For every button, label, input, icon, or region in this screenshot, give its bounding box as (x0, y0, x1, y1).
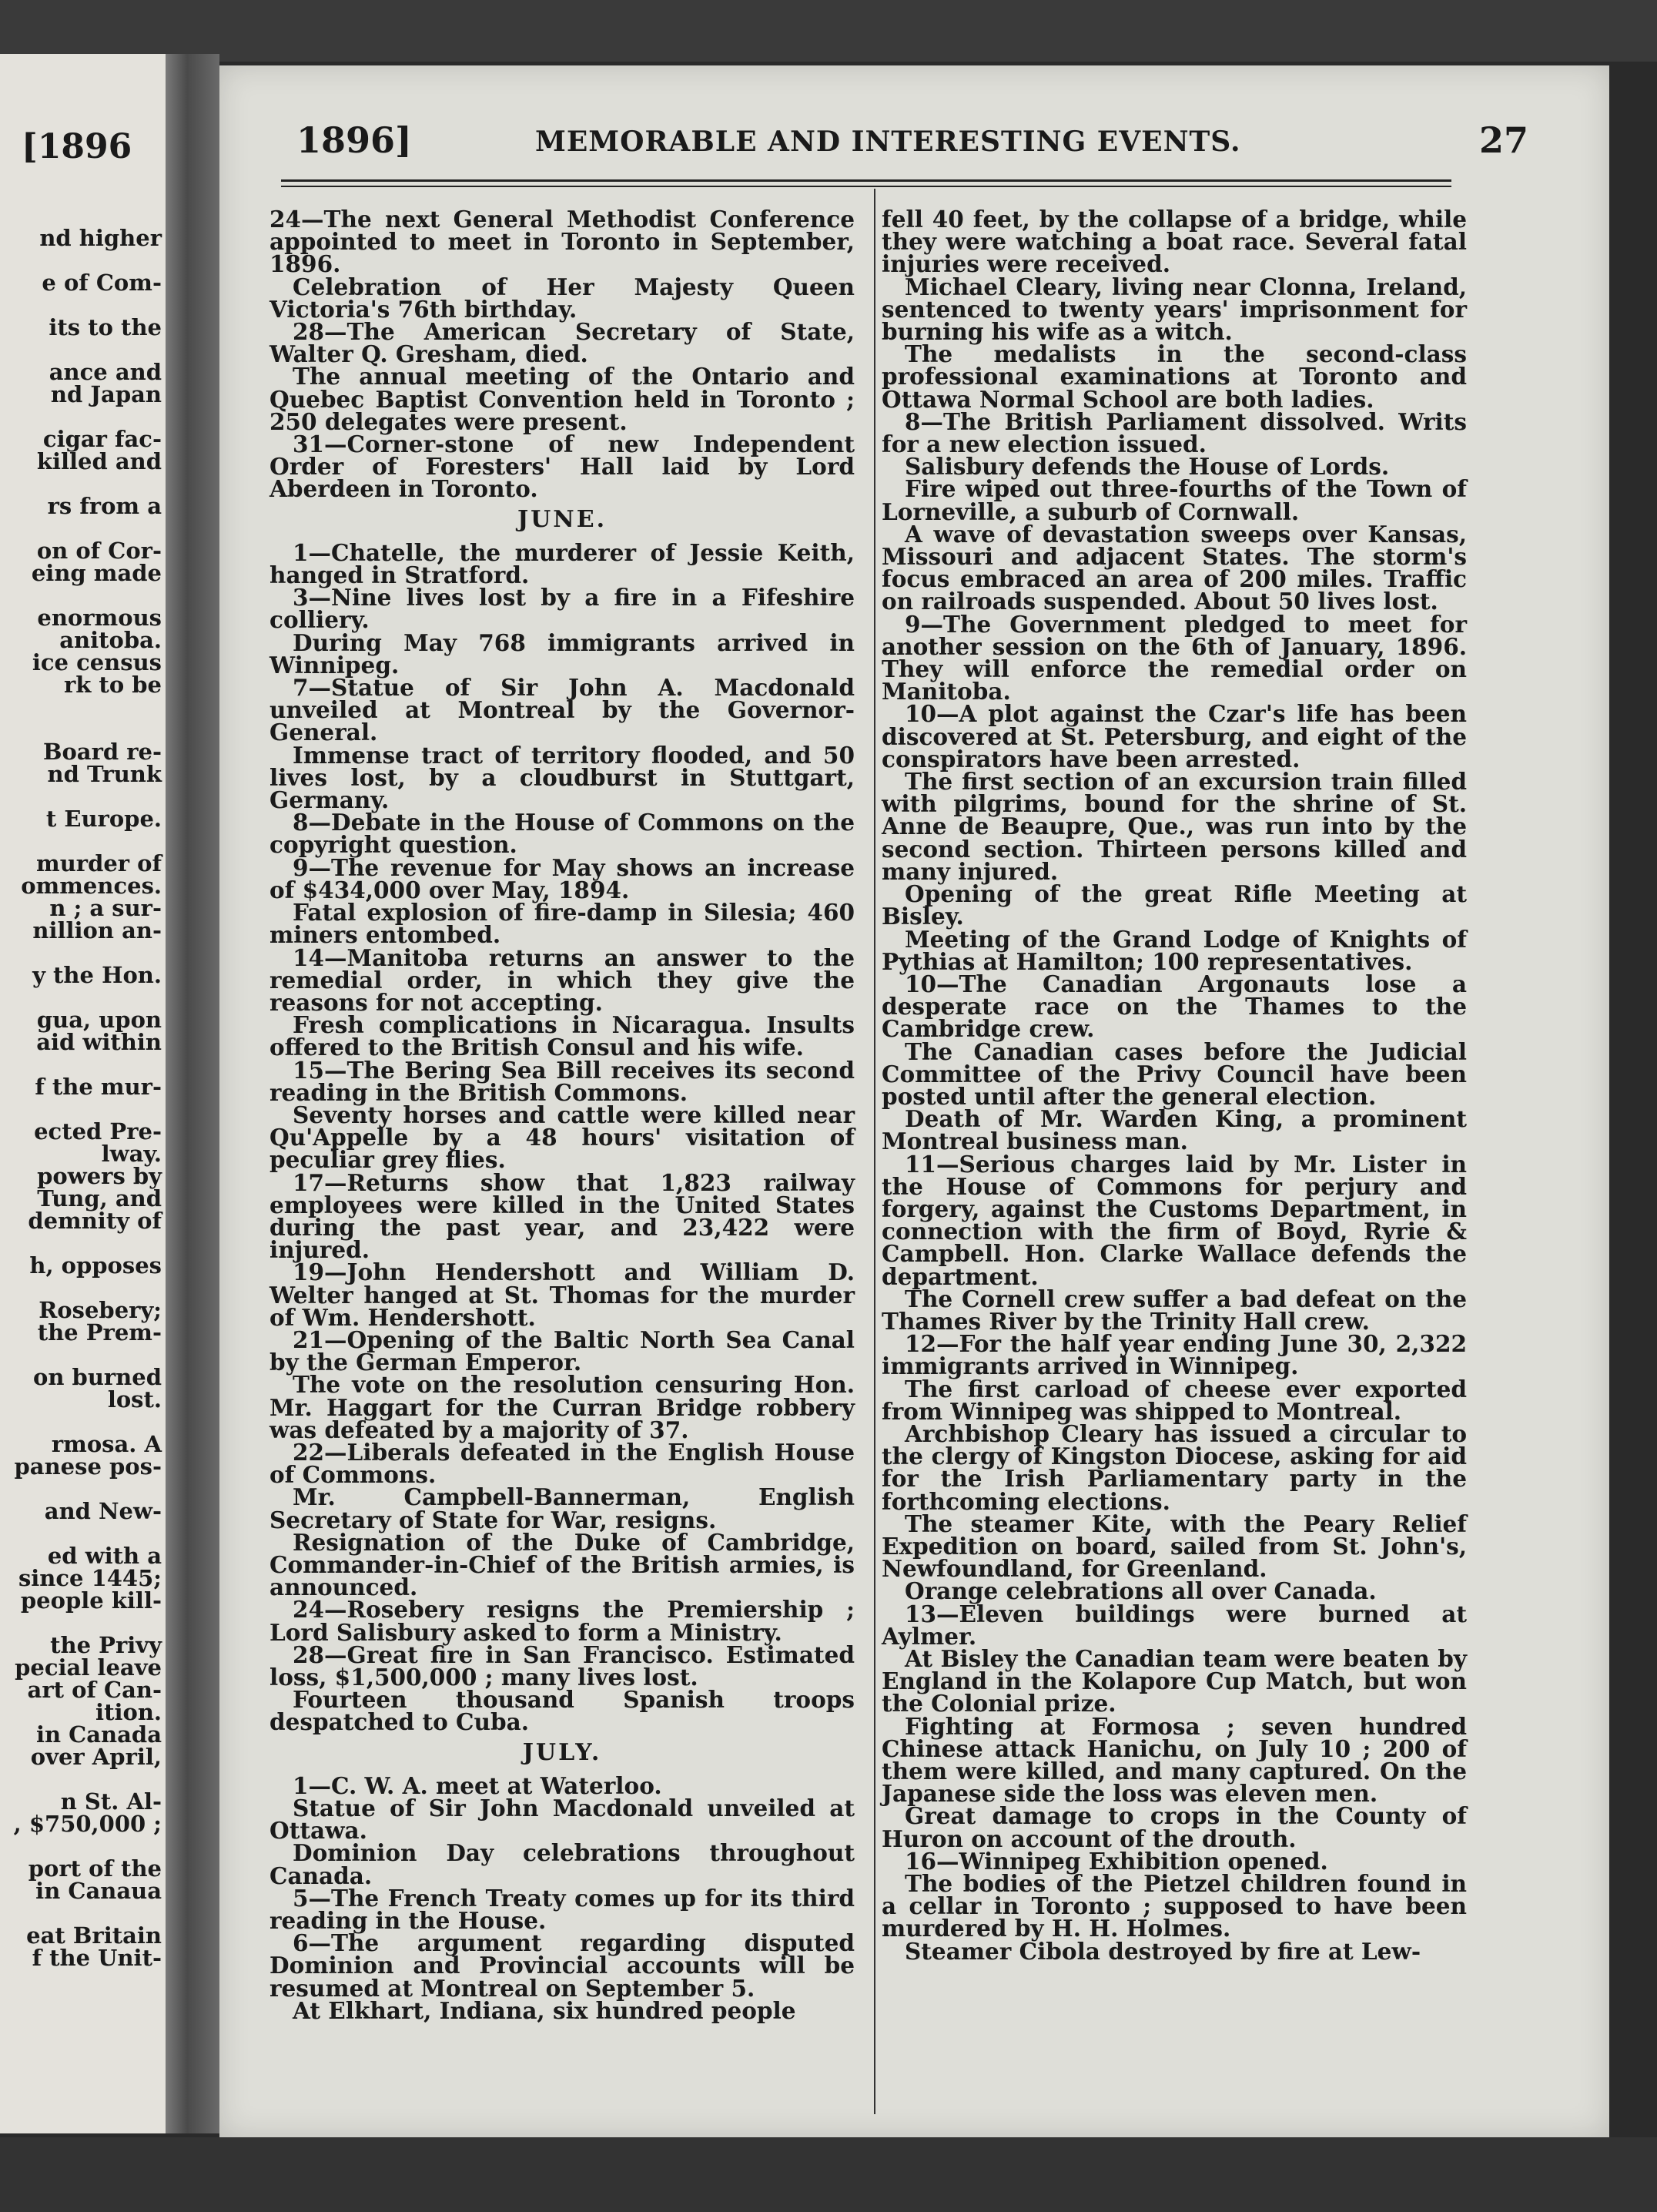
facing-page-line: Board re- (42, 739, 162, 765)
facing-page-line (0, 1523, 162, 1545)
facing-page-line (0, 1768, 162, 1791)
facing-page-line (0, 1098, 162, 1121)
facing-page-line (0, 294, 162, 317)
page-number: 27 (1478, 119, 1528, 161)
facing-page-line: n St. Al- (60, 1788, 162, 1815)
event-entry: Archbishop Cleary has issued a circular to the clergy of Kingston Diocese, asking for aid for the Irish Parliamentary party in the forthcoming elections. (882, 1419, 1467, 1515)
facing-page-line (0, 518, 162, 540)
event-entry: 9—The Government pledged to meet for another session on the 6th of January, 1896. They will enforce the remedial order on Manitoba. (882, 610, 1467, 705)
facing-page-line: nd higher (39, 225, 162, 251)
event-entry: Resignation of the Duke of Cambridge, Commander-in-Chief of the British armies, is announced. (269, 1528, 855, 1601)
facing-page-line: f the mur- (35, 1074, 162, 1100)
event-entry: Death of Mr. Warden King, a prominent Montreal business man. (882, 1105, 1467, 1155)
facing-page-line: nd Japan (50, 381, 162, 407)
event-entry: The vote on the resolution censuring Hon. Mr. Haggart for the Curran Bridge robbery was defeated by a majority of 37. (269, 1371, 855, 1443)
event-entry: The first section of an excursion train filled with pilgrims, bound for the shrine of St. Anne de Beaupre, Que., was run into by the second section. Thirteen persons killed and many injured. (882, 768, 1467, 885)
event-entry: 31—Corner-stone of new Independent Order of Foresters' Hall laid by Lord Aberdeen in Toronto. (269, 431, 855, 503)
event-entry: 12—For the half year ending June 30, 2,322 immigrants arrived in Winnipeg. (882, 1330, 1467, 1380)
facing-page-line: over April, (30, 1744, 162, 1770)
event-entry: Dominion Day celebrations throughout Canada. (269, 1839, 855, 1889)
facing-page-line: y the Hon. (32, 962, 162, 988)
event-entry: 1—Chatelle, the murderer of Jessie Keith, hanged in Stratford. (269, 538, 855, 589)
event-entry: Mr. Campbell-Bannerman, English Secretary of State for War, resigns. (269, 1483, 855, 1533)
facing-page-line: t Europe. (45, 806, 162, 832)
facing-page-line: in Canaua (35, 1878, 162, 1904)
event-entry: 15—The Bering Sea Bill receives its second reading in the British Commons. (269, 1056, 855, 1106)
facing-page-line: rk to be (63, 672, 162, 698)
facing-page-line: demnity of (28, 1208, 162, 1234)
event-entry: Opening of the great Rifle Meeting at Bisley. (882, 880, 1467, 930)
facing-page-line: the Prem- (37, 1319, 162, 1346)
header-rule-bottom (281, 186, 1451, 187)
event-entry: 16—Winnipeg Exhibition opened. (905, 1847, 1328, 1875)
facing-page-line: h, opposes (29, 1252, 162, 1279)
event-entry: 19—John Hendershott and William D. Welter hanged at St. Thomas for the murder of Wm. Hendershott. (269, 1258, 855, 1331)
facing-page-line (0, 406, 162, 428)
facing-page-line: rs from a (47, 493, 162, 519)
facing-page-line: eing made (31, 560, 162, 586)
event-entry: The bodies of the Pietzel children found in a cellar in Toronto ; supposed to have been murdered by H. H. Holmes. (882, 1870, 1467, 1942)
facing-page-line (0, 1232, 162, 1255)
facing-page-line (0, 987, 162, 1009)
event-entry: Fresh complications in Nicaragua. Insults offered to the British Consul and his wife. (269, 1011, 855, 1061)
facing-page-line: gua, upon (36, 1007, 162, 1033)
running-header (296, 119, 1528, 173)
facing-page-line: nd Trunk (47, 761, 162, 787)
facing-page-line: port of the (28, 1855, 162, 1882)
facing-page-line: on of Cor- (36, 538, 162, 564)
facing-page-line: ommences. (21, 873, 162, 899)
event-entry: 24—Rosebery resigns the Premiership ; Lord Salisbury asked to form a Ministry. (269, 1596, 855, 1646)
facing-page-line (0, 250, 162, 272)
event-entry: fell 40 feet, by the collapse of a bridge, while they were watching a boat race. Several fatal injuries were received. (882, 206, 1467, 278)
right-column (882, 206, 1467, 1965)
facing-page-line (0, 1612, 162, 1634)
facing-page-line (0, 1277, 162, 1299)
facing-page-line: ected Pre- (34, 1118, 162, 1145)
column-divider (874, 189, 875, 2114)
facing-page-line (0, 942, 162, 964)
facing-page-line (0, 1478, 162, 1500)
facing-page-line: on burned (33, 1364, 162, 1390)
event-entry: 8—Debate in the House of Commons on the copyright question. (269, 809, 855, 859)
event-entry: Seventy horses and cattle were killed near Qu'Appelle by a 48 hours' visitation of peculiar grey flies. (269, 1101, 855, 1174)
facing-page-line: in Canada (35, 1721, 162, 1748)
event-entry: At Bisley the Canadian team were beaten by England in the Kolapore Cup Match, but won the Colonial prize. (882, 1645, 1467, 1718)
event-entry: 3—Nine lives lost by a fire in a Fifeshire colliery. (269, 584, 855, 634)
facing-page-text (0, 227, 162, 1969)
facing-page-line (0, 585, 162, 607)
facing-page-line: killed and (36, 448, 162, 474)
facing-page-line: panese pos- (14, 1453, 162, 1480)
facing-page-line: powers by (37, 1163, 162, 1189)
facing-page-line: cigar fac- (42, 426, 162, 452)
event-entry: 17—Returns show that 1,823 railway employees were killed in the United States during the past year, and 23,422 were injured. (269, 1168, 855, 1264)
event-entry: Celebration of Her Majesty Queen Victoria's 76th birthday. (269, 273, 855, 323)
facing-page-line: enormous (37, 605, 162, 631)
event-entry: 7—Statue of Sir John A. Macdonald unveiled at Montreal by the Governor-General. (269, 674, 855, 746)
event-entry: Orange celebrations all over Canada. (905, 1577, 1377, 1605)
event-entry: 28—Great fire in San Francisco. Estimated loss, $1,500,000 ; many lives lost. (269, 1641, 855, 1691)
event-entry: 9—The revenue for May shows an increase of $434,000 over May, 1894. (269, 853, 855, 903)
event-entry: 22—Liberals defeated in the English House of Commons. (269, 1438, 855, 1489)
facing-page-line (0, 830, 162, 853)
event-entry: 8—The British Parliament dissolved. Writs for a new election issued. (882, 407, 1467, 458)
facing-page-year: [1896 (22, 127, 132, 166)
facing-page-line: ition. (95, 1699, 162, 1725)
event-entry: During May 768 immigrants arrived in Winnipeg. (269, 628, 855, 679)
scan-top-border (0, 0, 1657, 62)
left-column (269, 208, 855, 2022)
page-gutter-shadow (166, 54, 219, 2133)
facing-page-line: the Privy (50, 1632, 162, 1658)
facing-page-line: ed with a (47, 1543, 162, 1569)
event-entry: The annual meeting of the Ontario and Quebec Baptist Convention held in Toronto ; 250 delegates were present. (269, 363, 855, 435)
event-entry: Fourteen thousand Spanish troops despatched to Cuba. (269, 1686, 855, 1736)
facing-page-line (0, 1344, 162, 1366)
facing-page-line: lost. (107, 1386, 162, 1413)
facing-page-line: lway. (101, 1141, 162, 1167)
event-entry: 28—The American Secretary of State, Walter Q. Gresham, died. (269, 318, 855, 368)
event-entry: Statue of Sir John Macdonald unveiled at Ottawa. (269, 1795, 855, 1845)
facing-page-line: n ; a sur- (49, 895, 162, 921)
event-entry: 10—A plot against the Czar's life has been discovered at St. Petersburg, and eight of the conspirators have been arrested. (882, 700, 1467, 773)
facing-page-line: aid within (36, 1029, 162, 1055)
event-entry: Meeting of the Grand Lodge of Knights of Pythias at Hamilton; 100 representatives. (882, 925, 1467, 975)
facing-page-line: f the Unit- (32, 1945, 162, 1971)
event-entry: 11—Serious charges laid by Mr. Lister in the House of Commons for perjury and forgery, against the Customs Department, in connection with the firm of Boyd, Ryrie & Campbell. Hon. Clarke Wallace defends the department. (882, 1150, 1467, 1290)
event-entry: The Canadian cases before the Judicial Committee of the Privy Council have been posted until after the general election. (882, 1037, 1467, 1110)
facing-page-line: ice census (32, 649, 162, 675)
event-entry: 10—The Canadian Argonauts lose a desperate race on the Thames to the Cambridge crew. (882, 970, 1467, 1043)
facing-page-line (0, 1835, 162, 1858)
event-entry: Fire wiped out three-fourths of the Town of Lorneville, a suburb of Cornwall. (882, 475, 1467, 525)
event-entry: 1—C. W. A. meet at Waterloo. (293, 1771, 662, 1799)
facing-page-line: nillion an- (32, 917, 162, 943)
event-entry: 24—The next General Methodist Conference appointed to meet in Toronto in September, 1896. (269, 206, 855, 278)
facing-page-line (0, 786, 162, 808)
header-title: MEMORABLE AND INTERESTING EVENTS. (535, 126, 1241, 158)
facing-page-line (0, 719, 162, 741)
facing-page-line: ance and (49, 359, 162, 385)
event-entry: Salisbury defends the House of Lords. (905, 453, 1390, 481)
event-entry: At Elkhart, Indiana, six hundred people (293, 1996, 796, 2024)
facing-page-line: murder of (36, 850, 162, 876)
facing-page-line: and New- (44, 1498, 162, 1524)
event-entry: 5—The French Treaty comes up for its third reading in the House. (269, 1884, 855, 1935)
facing-page-line: e of Com- (42, 270, 162, 296)
facing-page-line: Rosebery; (38, 1297, 162, 1323)
event-entry: 14—Manitoba returns an answer to the remedial order, in which they give the reasons for not accepting. (269, 943, 855, 1016)
facing-page-line: eat Britain (26, 1922, 162, 1949)
event-entry: Steamer Cibola destroyed by fire at Lew- (905, 1937, 1421, 1965)
month-heading: JUNE. (517, 505, 608, 533)
scan-bottom-border (0, 2137, 1657, 2212)
facing-page-line (0, 473, 162, 495)
facing-page-line: anitoba. (59, 627, 162, 653)
facing-page-line: since 1445; (18, 1565, 162, 1591)
event-entry: Fighting at Formosa ; seven hundred Chinese attack Hanichu, on July 10 ; 200 of them were killed, and many captured. On the Japanese side the loss was eleven men. (882, 1712, 1467, 1808)
facing-page-line: art of Can- (27, 1677, 162, 1703)
event-entry: Fatal explosion of fire-damp in Silesia; 460 miners entombed. (269, 899, 855, 949)
book-page (219, 65, 1609, 2137)
facing-page-fragment (0, 54, 166, 2133)
event-entry: The Cornell crew suffer a bad defeat on the Thames River by the Trinity Hall crew. (882, 1285, 1467, 1335)
facing-page-line (0, 696, 162, 719)
facing-page-line (0, 1054, 162, 1076)
event-entry: 13—Eleven buildings were burned at Aylmer. (882, 1600, 1467, 1650)
event-entry: 6—The argument regarding disputed Dominion and Provincial accounts will be resumed at Montreal on September 5. (269, 1929, 855, 2002)
header-rule-top (281, 179, 1451, 182)
event-entry: The first carload of cheese ever exported from Winnipeg was shipped to Montreal. (882, 1375, 1467, 1425)
facing-page-line: its to the (49, 314, 162, 340)
event-entry: Immense tract of territory flooded, and 50 lives lost, by a cloudburst in Stuttgart, Germany. (269, 741, 855, 814)
facing-page-line (0, 339, 162, 361)
event-entry: Great damage to crops in the County of Huron on account of the drouth. (882, 1802, 1467, 1852)
event-entry: Michael Cleary, living near Clonna, Ireland, sentenced to twenty years' imprisonment for burning his wife as a witch. (882, 273, 1467, 346)
event-entry: A wave of devastation sweeps over Kansas, Missouri and adjacent States. The storm's focus embraced an area of 200 miles. Traffic on railroads suspended. About 50 lives lost. (882, 520, 1467, 615)
facing-page-line: people kill- (20, 1587, 162, 1614)
header-year: 1896] (296, 119, 412, 161)
facing-page-line (0, 1902, 162, 1925)
facing-page-line: pecial leave (15, 1654, 162, 1681)
month-heading: JULY. (522, 1738, 602, 1766)
facing-page-line: , $750,000 ; (13, 1811, 162, 1837)
event-entry: The steamer Kite, with the Peary Relief Expedition on board, sailed from St. John's, Newfoundland, for Greenland. (882, 1510, 1467, 1583)
event-entry: The medalists in the second-class professional examinations at Toronto and Ottawa Normal School are both ladies. (882, 340, 1467, 413)
event-entry: 21—Opening of the Baltic North Sea Canal by the German Emperor. (269, 1326, 855, 1376)
facing-page-line: Tung, and (37, 1185, 162, 1212)
facing-page-line: rmosa. A (51, 1431, 162, 1457)
facing-page-line (0, 1411, 162, 1433)
